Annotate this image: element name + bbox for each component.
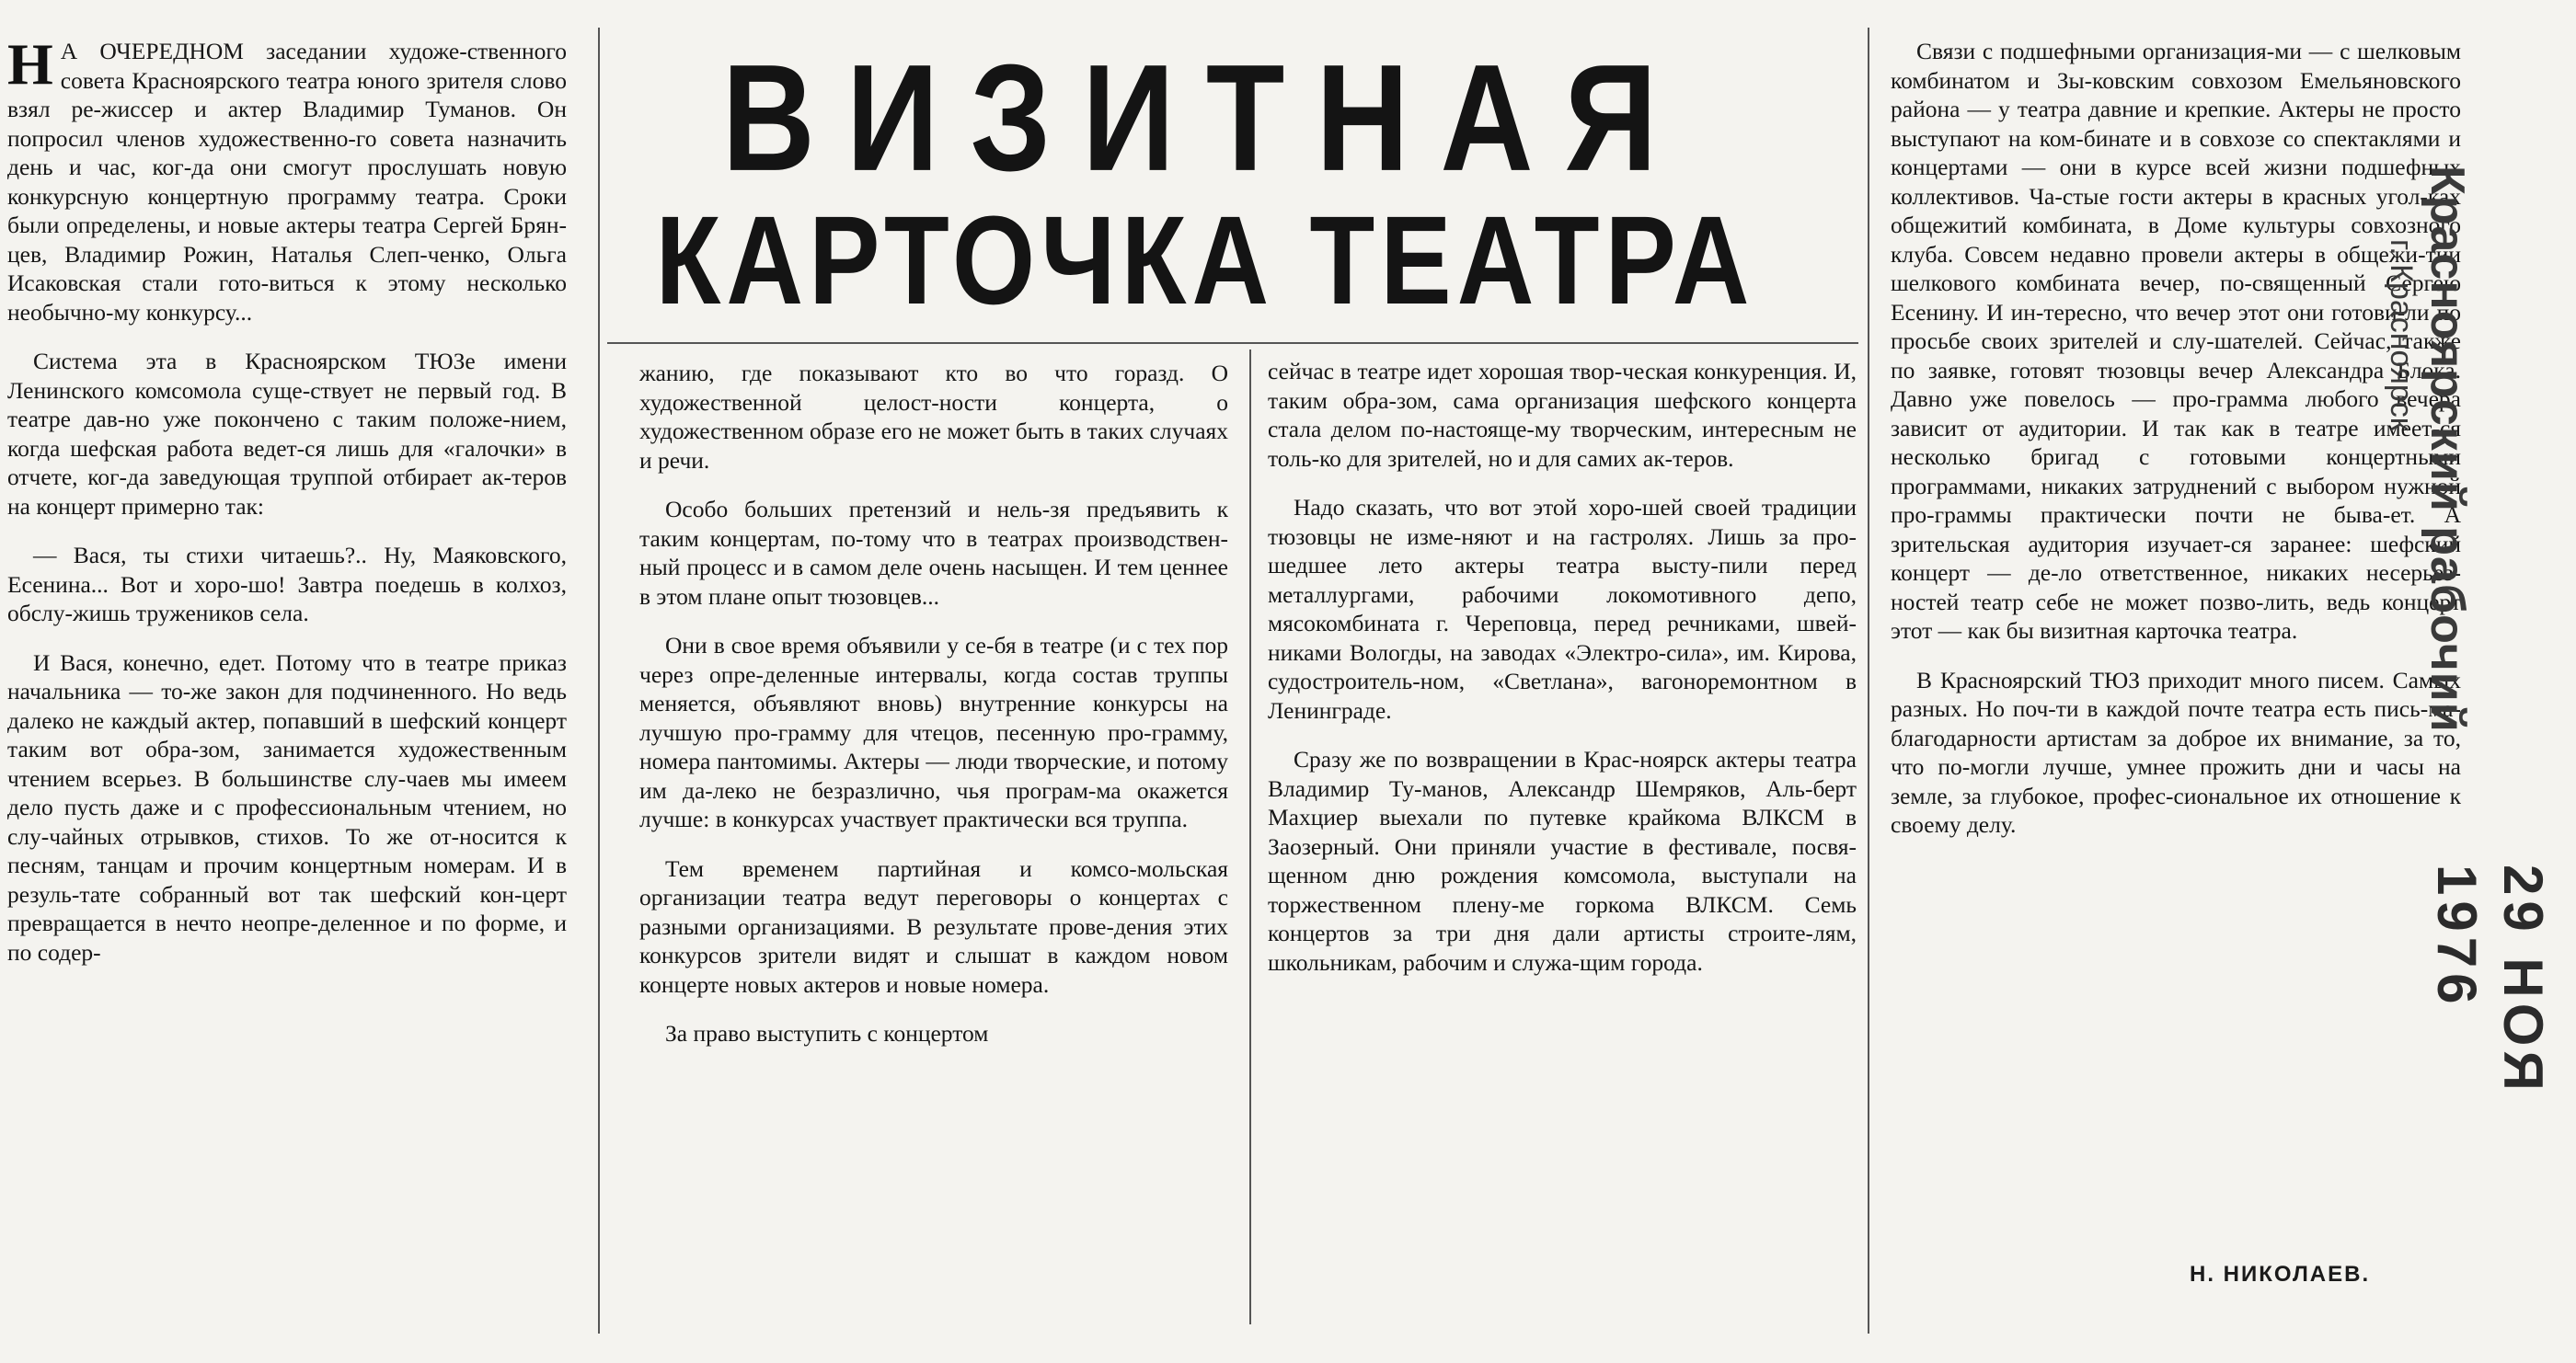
article-paragraph [7,31,567,326]
article-column-2 [639,359,1228,1048]
article-paragraph: Система эта в Красноярском ТЮЗе имени Ленинского комсомола суще-ствует не первый год. В театре дав-но уже покончено с таким положе-нием, когда шефская работа ведет-ся лишь для «галочки» в отчете, ког-да заведующая труппой отбирает ак-теров на концерт примерно так: [7,348,567,520]
article-headline [626,32,1785,331]
column-divider [1868,28,1869,1334]
article-paragraph: Особо больших претензий и нель-зя предъявить к таким концертам, по-тому что в театрах производствен-ный процесс и в самом деле очень насыщен. И тем ценнее в этом плане опыт тюзовцев... [639,496,1228,610]
article-column-3 [1268,357,1857,977]
newspaper-name: Красноярский рабочий [2421,166,2474,733]
article-paragraph: Тем временем партийная и комсо-мольская организации театра ведут переговоры о концертах с разными организациями. В результате прове-дения этих конкурсов зрители видят и слышат в каждом новом концерте новых актеров и новые номера. [639,854,1228,998]
article-paragraph: Сразу же по возвращении в Крас-ноярск актеры театра Владимир Ту-манов, Александр Шемряков, Аль-берт Махциер выехали по путевке крайкома ВЛКСМ в Заозерный. Они приняли участие в фестивале, посвя-щенном дню рождения комсомола, выступали на торжественном плену-ме горкома ВЛКСМ. Семь концертов за три дня дали артисты строите-лям, школьникам, рабочим и служа-щим города. [1268,746,1857,976]
article-paragraph: Связи с подшефными организация-ми — с шелковым комбинатом и Зы-ковским совхозом Емельяновского района — у театра давние и крепкие. Актеры не просто выступают на ком-бинате и в совхозе со спектаклями и концертами — они в курсе всей жизни подшефных коллективов. Ча-стые гости актеры в красных угол-ках общежитий комбината, в Доме культуры совхозного клуба. Совсем недавно провели актеры в общежи-тии шелкового комбината вечер, по-священный Сергею Есенину. И ин-тересно, что вечер этот они готови-ли по просьбе своих зрителей и слу-шателей. Сейчас, также по заявке, готовят тюзовцы вечер Александра Блока. Давно уже повелось — про-грамма любого вечера зависит от аудитории. И так как в театре имеет-ся несколько бригад с готовыми концертными программами, никаких затруднений с выбором нужной про-граммы практически почти не быва-ет. А зрительская аудитория изучает-ся заранее: шефский концерт — де-ло ответственное, никаких несерьез-ностей театр себе не может позво-лить, ведь концерт этот — как бы визитная карточка театра. [1891,38,2461,644]
article-paragraph: В Красноярский ТЮЗ приходит много писем. Самых разных. Но поч-ти в каждой почте театра есть пись-ма-благодарности артистам за доброе их внимание, за то, что по-могли лучше, умнее прожить дни и часы на земле, за глубокое, профес-сиональное их отношение к своему делу. [1891,666,2461,838]
article-paragraph: Они в свое время объявили у се-бя в театре (и с тех пор через опре-деленные интервалы, когда состав труппы меняется, объявляют вновь) внутренние конкурсы на лучшую про-грамму для чтецов, песенную про-грамму, номера пантомимы. Актеры — люди творческие, и потому им да-леко не безразлично, чья програм-ма окажется лучше: в конкурсах участвует практически вся труппа. [639,632,1228,832]
column-divider [598,28,600,1334]
dialogue-paragraph: — Вася, ты стихи читаешь?.. Ну, Маяковского, Есенина... Вот и хоро-шо! Завтра поедешь в колхоз, обслу-жишь тружеников села. [7,542,567,626]
newspaper-city: г. Красноярск [2384,239,2419,431]
column-divider [1249,349,1251,1324]
article-paragraph: жанию, где показывают кто во что горазд. О художественной целост-ности концерта, о художественном образе его не может быть в таких случаях и речи. [639,360,1228,474]
author-signature: Н. НИКОЛАЕВ. [2190,1262,2371,1287]
headline-divider [607,342,1858,344]
article-paragraph: И Вася, конечно, едет. Потому что в театре приказ начальника — то-же закон для подчиненного. Но ведь далеко не каждый актер, попавший в шефский концерт таким вот обра-зом, занимается художественным чтением всерьез. В большинстве слу-чаев мы имеем дело пусть даже и с профессиональным чтением, но слу-чайных отрывков, стихов. То же от-носится к песням, танцам и прочим концертным номерам. И в резуль-тате собранный вот так шефский кон-церт превращается в нечто неопре-деленное и по форме, и по содер- [7,648,567,966]
article-paragraph: сейчас в театре идет хорошая твор-ческая конкуренция. И, таким обра-зом, сама организация шефского концерта стала делом по-настояще-му творческим, интересным не толь-ко для зрителей, но и для самих ак-теров. [1268,358,1857,472]
headline-line-2: КАРТОЧКА ТЕАТРА [655,189,1755,331]
article-paragraph: Надо сказать, что вот этой хоро-шей своей традиции тюзовцы не изме-няют и на гастролях. Лишь за про-шедшее лето актеры театра высту-пили перед металлургами, рабочими локомотивного депо, мясокомбината г. Череповца, перед речниками, швей-никами Вологды, на заводах «Электро-сила», им. Кирова, судостроитель-ном, «Светлана», вагоноремонтном в Ленинграде. [1268,494,1857,724]
lead-text: А ОЧЕРЕДНОМ заседании художе-ственного совета Красноярского театра юного зрителя слово взял ре-жиссер и актер Владимир Туманов. Он попросил членов художественно-го совета назначить день и час, ког-да они смогут прослушать новую конкурсную концертную программу театра. Сроки были определены, и новые актеры театра Сергей Брян-цев, Владимир Рожин, Наталья Слеп-ченко, Ольга Исаковская стали гото-виться к этому несколько необычно-му конкурсу... [7,38,567,326]
drop-cap: Н [7,31,53,97]
date-stamp: 29 НОЯ 1976 [2426,865,2554,1096]
headline-line-1: ВИЗИТНАЯ [721,32,1689,203]
article-column-1 [7,31,567,967]
article-paragraph: За право выступить с концертом [665,1020,989,1047]
